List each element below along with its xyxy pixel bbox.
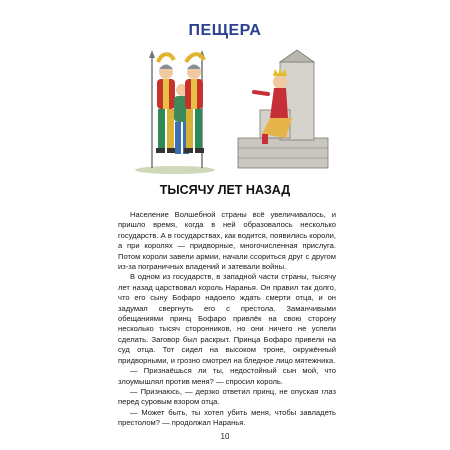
chapter-heading: ПЕЩЕРА (188, 22, 262, 39)
section-title: ТЫСЯЧУ ЛЕТ НАЗАД (159, 183, 291, 197)
paragraph: В одном из государств, в западной части страны, тысячу лет назад царствовал король Наранья. Он правил так долго, что его сыну Бофаро надоело ждать смерти отца, и он задумал свергнуть его с престола. Заманчивыми обещаниями принц Бофаро привлёк на свою сторону несколько тысяч сторонников, но они ничего не успели сделать. Заговор был раскрыт. Принца Бофаро привели на суд отца. Тот сидел на высоком троне, окружённый придворными, и грозно смотрел на бледное лицо мятежника. (118, 272, 336, 365)
paragraph: — Признаёшься ли ты, недостойный сын мой, что злоумышлял против меня? — спросил король. (118, 366, 336, 386)
paragraph: — Признаюсь, — дерзко ответил принц, не опуская глаз перед суровым взором отца. (118, 386, 336, 407)
page-number: 10 (220, 432, 230, 441)
guards-and-king-illustration (130, 48, 330, 176)
body-text (118, 210, 336, 429)
paragraph: — Может быть, ты хотел убить меня, чтобы завладеть престолом? — продолжал Наранья. (118, 407, 336, 428)
paragraph: Население Волшебной страны всё увеличивалось, и пришло время, когда в ней образовалось несколько государств. А в государствах, как водится, появились короли, а при королях — придворные, многочисленная прислуга. Потом короли завели армии, начали ссориться друг с другом из-за пограничных владений и затевали войны. (118, 210, 336, 272)
